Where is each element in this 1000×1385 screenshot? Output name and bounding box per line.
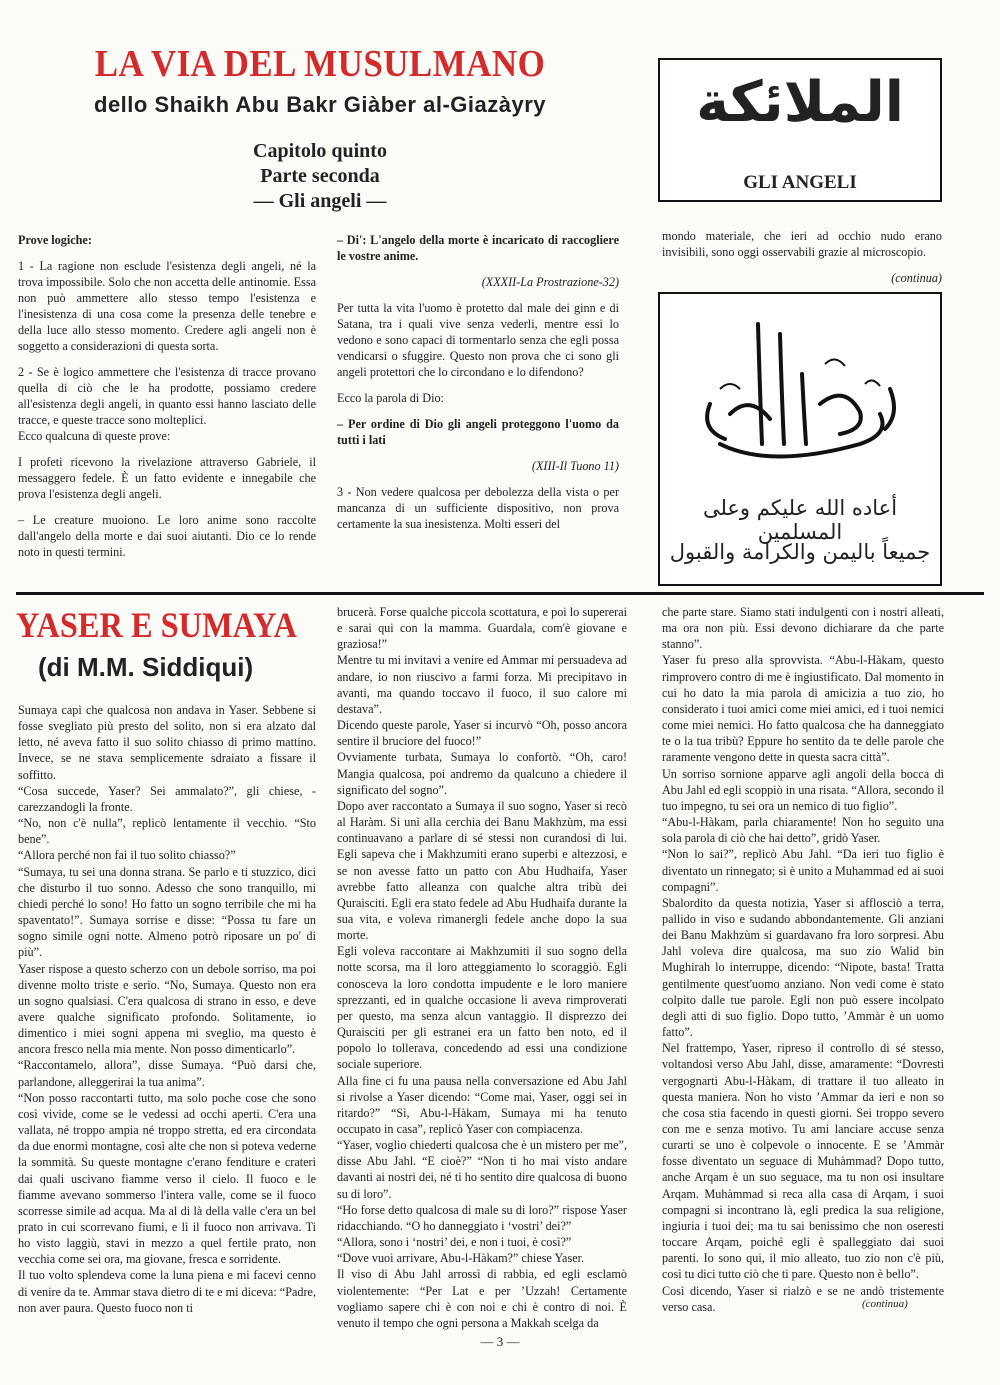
article1-column-3	[662, 228, 942, 286]
paragraph: Prove logiche:	[18, 233, 92, 247]
story-paragraph: Il viso di Abu Jahl arrossì di rabbia, ed egli esclamò violentemente: “Per Lat e per ’Uzzah! Certamente vogliamo sapere chi è con noi e chi è contro di noi. È venuto il tempo che ogni persona a Makkah scelga da	[337, 1267, 627, 1330]
story-continua: (continua)	[862, 1298, 908, 1310]
paragraph: I profeti ricevono la rivelazione attraverso Gabriele, il messaggero fedele. È un fatto evidente e innegabile che prova l'esistenza degli angeli.	[18, 455, 316, 501]
story-column-2	[337, 604, 627, 1331]
arabic-title: الملائكة	[696, 70, 904, 135]
section-divider	[16, 592, 984, 595]
greeting-line-1: أعاده الله عليكم وعلى المسلمين	[702, 496, 898, 544]
story-paragraph: Il tuo volto splendeva come la luna piena e mi facevi cenno di venire da te. Ammar stava dietro di te e mi diceva: “Padre, non aver paura. Questo fuoco non ti	[18, 1268, 316, 1315]
story-column-3	[662, 604, 944, 1315]
story-author: (di M.M. Siddiqui)	[38, 652, 254, 682]
story-paragraph: “Non posso raccontarti tutto, ma solo poche cose che sono così vivide, come se le vedessi ad occhi aperti. C'era una vallata, né troppo ampia né troppo stretta, ed era circondata da due enormi montagne, così alte che non si poteva vederne la sommità. Su queste montagne c'erano fenditure e crateri dai quali uscivano fiamme verso il cielo. Il fuoco e le fiamme avevano sommerso l'intera valle, come se il fuoco scorresse simile ad acqua. Ma al di là della valle c'era un bel prato in cui scorrevano fiumi, e lì il fuoco non arrivava. Ti ho visto laggiù, stavi in mezzo a quel fertile prato, non vecchia come sei ora, ma giovane, fresca e sorridente.	[18, 1090, 316, 1267]
article-subtitle: dello Shaikh Abu Bakr Giàber al-Giazàyry	[94, 92, 546, 117]
story-paragraph: “Non lo sai?”, replicò Abu Jahl. “Da ieri tuo figlio è diventato un rinnegato; si è unito a Muhammad ed ai suoi compagni”.	[662, 847, 944, 894]
story-column-1	[18, 702, 316, 1316]
story-paragraph: che parte stare. Siamo stati indulgenti con i nostri alleati, ma ora non più. Essi devono dichiarare da che parte stanno”.	[662, 605, 944, 652]
chapter-line-1: Capitolo quinto	[253, 140, 387, 162]
paragraph: Ecco la parola di Dio:	[337, 391, 444, 405]
story-paragraph: “Yaser, voglio chiederti qualcosa che è un mistero per me”, disse Abu Jahl. “E cioè?” “Non ti ho mai visto andare davanti ai nostri dei, né ti ho sentito dire qualcosa di buono su di loro”.	[337, 1138, 627, 1201]
story-paragraph: Dicendo queste parole, Yaser si incurvò “Oh, posso ancora sentire il bruciore del fuoco!”	[337, 718, 627, 749]
page-number: — 3 —	[480, 1334, 520, 1349]
story-title: YASER E SUMAYA	[16, 605, 297, 645]
calligraphy-ornament	[660, 294, 940, 484]
eid-greeting-box	[658, 292, 942, 586]
article1-column-2	[337, 232, 619, 532]
story-paragraph: “No, non c'è nulla”, replicò lentamente il vecchio. “Sto bene”.	[18, 816, 316, 847]
story-paragraph: brucerà. Forse qualche piccola scottatura, e poi lo supererai e sarai qui con la mamma. Guardala, com'è giovane e graziosa!”	[337, 605, 627, 652]
angels-caption: GLI ANGELI	[743, 172, 857, 193]
paragraph: mondo materiale, che ieri ad occhio nudo erano invisibili, sono oggi osservabili grazie al microscopio.	[662, 229, 942, 259]
paragraph: Per tutta la vita l'uomo è protetto dal male dei ginn e di Satana, tra i quali vive senza vederli, mentre essi lo vedono e sono capaci di tormentarlo senza che egli possa vendicarsi o sfuggire. Questo non prova che ci sono gli angeli protettori che lo circondano e lo difendono?	[337, 301, 619, 379]
paragraph: Ecco qualcuna di queste prove:	[18, 429, 171, 443]
paragraph: 2 - Se è logico ammettere che l'esistenza di tracce provano quella di ciò che le ha prodotte, possiamo credere all'esistenza degli angeli, in quanto essi hanno lasciato delle tracce, e queste tracce sono molteplici.	[18, 365, 316, 427]
story-paragraph: “Allora perché non fai il tuo solito chiasso?”	[18, 848, 236, 863]
story-paragraph: “Raccontamelo, allora”, disse Sumaya. “Può darsi che, parlandone, alleggerirai la tua anima”.	[18, 1058, 316, 1089]
story-paragraph: “Dove vuoi arrivare, Abu-l-Hàkam?” chiese Yaser.	[337, 1251, 585, 1266]
story-paragraph: Così dicendo, Yaser si rialzò e se ne andò tristemente verso casa.	[662, 1283, 944, 1314]
paragraph: – Le creature muoiono. Le loro anime sono raccolte dall'angelo della morte e dai suoi aiutanti. Dio ce lo rende noto in questi termini.	[18, 513, 316, 559]
paragraph: – Per ordine di Dio gli angeli proteggono l'uomo da tutti i lati	[337, 417, 619, 447]
story-paragraph: “Cosa succede, Yaser? Sei ammalato?”, gli chiese, - carezzandogli la fronte.	[18, 783, 316, 814]
story-paragraph: “Allora, sono i ‘nostri’ dei, e non i tuoi, è così?”	[337, 1235, 572, 1250]
story-paragraph: Dopo aver raccontato a Sumaya il suo sogno, Yaser si recò al Haràm. Si unì alla cerchia dei Banu Makhzùm, ma essi continuavano a parlare di sé stessi non curandosi di lui. Egli sapeva che i Makhzumiti erano superbi e altezzosi, e se non avesse fatto un patto con Abu Hudhaifa, Yaser avrebbe fatto alleanza con qualche altra tribù dei Quraisciti. Egli era stato fedele ad Abu Hudhaifa durante la sua vita, e voleva rimanergli fedele anche dopo la sua morte.	[337, 798, 627, 943]
chapter-line-2: Parte seconda	[260, 165, 380, 187]
story-paragraph: Egli voleva raccontare ai Makhzumiti il suo sogno della notte scorsa, ma il loro atteggiamento lo scoraggiò. Egli conosceva la loro condotta impudente e le loro maniere sprezzanti, ed in qualche occasione li aveva rimproverati per questo, ma senza alcun vantaggio. Il disprezzo dei Quraisciti per gli estranei era un fatto ben noto, ed il popolo lo tollerava, concedendo ad essi una condizione sociale superiore.	[337, 944, 627, 1072]
story-paragraph: Alla fine ci fu una pausa nella conversazione ed Abu Jahl si rivolse a Yaser dicendo: “Come mai, Yaser, oggi sei in ritardo?” “Sì, Abu-l-Hàkam, Sumaya mi ha tenuto occupato in casa”, replicò Yaser con compiacenza.	[337, 1073, 627, 1136]
story-paragraph: Ovviamente turbata, Sumaya lo confortò. “Oh, caro! Mangia qualcosa, poi andremo da qualcuno a chiedere il significato del sogno”.	[337, 750, 627, 797]
story-paragraph: Sbalordito da questa notizia, Yaser si afflosciò a terra, pallido in viso e sudando abbondantemente. Gli anziani dei Banu Makhzùm si guardavano fra loro sorpresi. Abu Jahl voleva dire qualcosa, ma suo zio Walid bin Mughirah lo interruppe, dicendo: “Nipote, basta! Tratta gentilmente quest'uomo anziano. Non vedi come è stato colpito dalle tue parole. Egli non può essere incolpato degli atti di suo figlio. Dopo tutto, ’Ammàr è un uomo fatto”.	[662, 895, 944, 1040]
story-paragraph: “Sumaya, tu sei una donna strana. Se parlo e ti stuzzico, dici che disturbo il tuo sonno. Adesso che sono tranquillo, mi chiedi perché lo sono! Ho fatto un sogno terribile che mi ha spaventato!”. Sumaya sorrise e disse: “Possa tu fare un sogno simile ogni notte. Almeno potrò riposare un po' di più”.	[18, 864, 316, 960]
article-title: LA VIA DEL MUSULMANO	[94, 43, 546, 85]
paragraph: (continua)	[891, 271, 942, 285]
story-paragraph: Yaser rispose a questo scherzo con un debole sorriso, ma poi divenne molto triste e serio. “No, Sumaya. Questo non era un sogno qualsiasi. C'era qualcosa di strano in esso, e deve avere qualche significato profondo. Solitamente, io dimentico i miei sogni appena mi sveglio, ma questo è ancora fresco nella mia mente. Non posso dimenticarlo”.	[18, 961, 316, 1057]
paragraph: 1 - La ragione non esclude l'esistenza degli angeli, né la trova impossibile. Solo che non accetta delle antinomie. Essa non può ammettere allo stesso tempo l'esistenza e l'inesistenza di una cosa come la presenza delle tenebre e della luce allo stesso momento. Credere agli angeli non è soggetto a considerazioni di questa sorta.	[18, 259, 316, 353]
story-paragraph: “Ho forse detto qualcosa di male su di loro?” rispose Yaser ridacchiando. “O ho danneggiato i ‘vostri’ dei?”	[337, 1202, 627, 1233]
article1-column-1	[18, 232, 316, 560]
greeting-line-2: جميعاً باليمن والكرامة والقبول	[669, 540, 931, 564]
angels-title-box	[658, 58, 942, 202]
story-paragraph: Nel frattempo, Yaser, ripreso il controllo di sé stesso, voltandosi verso Abu Jahl, disse, amaramente: “Dovresti vergognarti Abu-l-Hàkam, di trattare il tuo alleato in questa maniera. Non ho visto ’Ammar da ieri e non so che cosa stia facendo in questi giorni. Sei troppo severo con me e senza motivo. Tu ami lanciare accuse senza curarti se uno è colpevole o innocente. E se ’Ammàr fosse diventato un seguace di Muhàmmad? Dopo tutto, anche Arqam è un suo seguace, ma tu non osi insultare Arqam. Muhàmmad si reca alla casa di Arqam, i suoi compagni si incontrano là, egli predica la sua religione, ingiuria i tuoi dei; ma tu sai benissimo che non oseresti toccare Arqam, poiché egli è spalleggiato dai suoi parenti. Io sono qui, il mio alleato, tuo zio non c'è più, così tu dici tutto ciò che ti pare. Questo non è bello”.	[662, 1041, 944, 1282]
story-paragraph: Yaser fu preso alla sprovvista. “Abu-l-Hàkam, questo rimprovero contro di me è ingiustificato. Dal momento in cui ho dato la mia parola di amicizia a tuo zio, ho considerato i tuoi amici come miei amici, ed i tuoi nemici come miei nemici. Ho fatto qualcosa che ha danneggiato te o la tua tribù? Eppure ho sentito da te delle parole che raramente vengono dette in questa sacra città”.	[662, 653, 944, 765]
story-paragraph: Un sorriso sornione apparve agli angoli della bocca di Abu Jahl ed egli scoppiò in una risata. “Allora, secondo il tuo impegno, tu sei ora un nemico di tuo figlio”.	[662, 766, 944, 813]
paragraph: (XIII-Il Tuono 11)	[531, 459, 619, 473]
paragraph: 3 - Non vedere qualcosa per debolezza della vista o per mancanza di un sufficiente dispositivo, non prova certamente la sua inesistenza. Molti esseri del	[337, 485, 619, 531]
story-paragraph: Sumaya capì che qualcosa non andava in Yaser. Sebbene si fosse svegliato più presto del solito, non si era alzato dal letto, né aveva fatto il suo solito chiasso di primo mattino. Invece, se ne stava semplicemente sdraiato a fissare il soffitto.	[18, 703, 316, 782]
story-paragraph: Mentre tu mi invitavi a venire ed Ammar mi persuadeva ad andare, io non riuscivo a farmi forza. Mi precipitavo in avanti, ma quando toccavo il fuoco, il suo calore mi destava”.	[337, 653, 627, 716]
chapter-line-3: — Gli angeli —	[253, 190, 387, 212]
paragraph: (XXXII-La Prostrazione-32)	[481, 275, 619, 289]
story-paragraph: “Abu-l-Hàkam, parla chiaramente! Non ho seguito una sola parola di ciò che hai detto”, gridò Yaser.	[662, 815, 944, 846]
paragraph: – Di': L'angelo della morte è incaricato di raccogliere le vostre anime.	[337, 233, 619, 263]
